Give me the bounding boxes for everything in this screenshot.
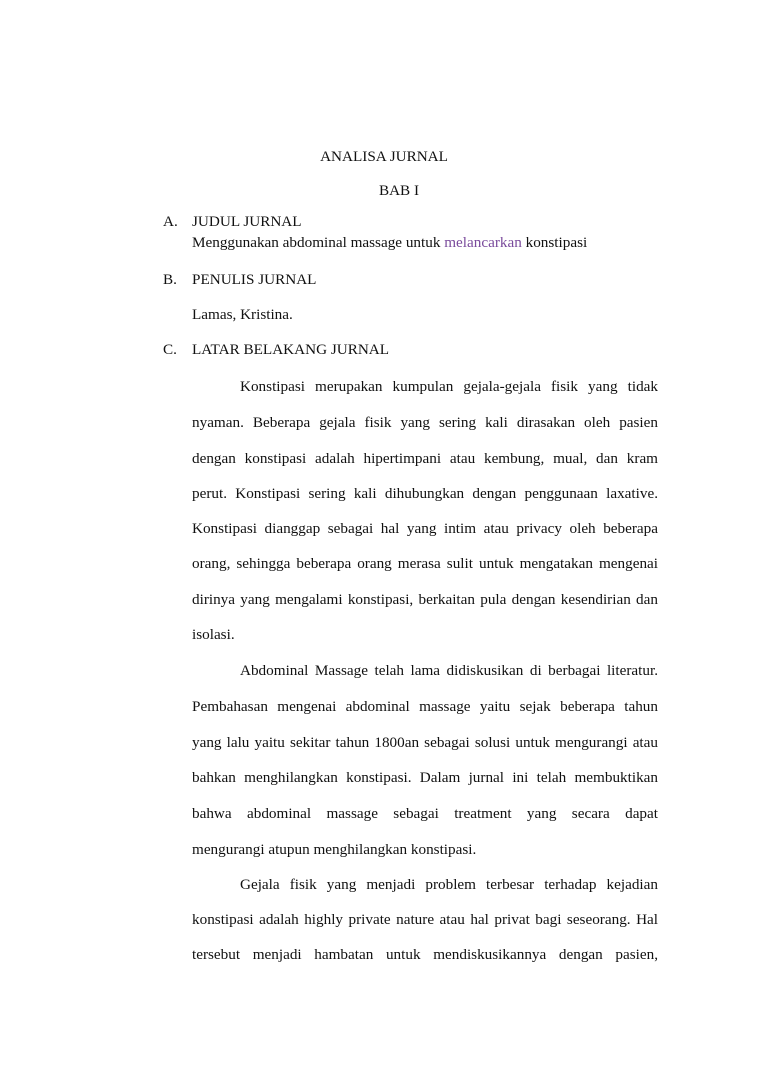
paragraph-2-line: yang lalu yaitu sekitar tahun 1800an sebagai solusi untuk mengurangi atau — [192, 734, 658, 751]
paragraph-1-line: nyaman. Beberapa gejala fisik yang sering kali dirasakan oleh pasien — [192, 414, 658, 431]
paragraph-1-line: perut. Konstipasi sering kali dihubungkan dengan penggunaan laxative. — [192, 485, 658, 502]
paragraph-1-line: dengan konstipasi adalah hipertimpani atau kembung, mual, dan kram — [192, 450, 658, 467]
paragraph-3-line: Gejala fisik yang menjadi problem terbesar terhadap kejadian — [240, 876, 658, 893]
document-title: ANALISA JURNAL — [320, 148, 448, 165]
paragraph-2-line: Pembahasan mengenai abdominal massage yaitu sejak beberapa tahun — [192, 698, 658, 715]
section-a-heading: JUDUL JURNAL — [192, 213, 302, 230]
journal-title-end: konstipasi — [521, 234, 588, 251]
chapter-heading: BAB I — [378, 182, 420, 199]
section-c-marker: C. — [163, 341, 177, 358]
paragraph-2-line: bahwa abdominal massage sebagai treatment yang secara dapat — [192, 805, 658, 822]
paragraph-1-line: Konstipasi merupakan kumpulan gejala-gejala fisik yang tidak — [240, 378, 658, 395]
paragraph-1-line: orang, sehingga beberapa orang merasa sulit untuk mengatakan mengenai — [192, 555, 658, 572]
paragraph-2-line: bahkan menghilangkan konstipasi. Dalam jurnal ini telah membuktikan — [192, 769, 658, 786]
paragraph-1-line: dirinya yang mengalami konstipasi, berkaitan pula dengan kesendirian dan — [192, 591, 658, 608]
author-name: Lamas, Kristina. — [192, 306, 293, 323]
section-b-marker: B. — [163, 271, 177, 288]
paragraph-3-line: konstipasi adalah highly private nature atau hal privat bagi seseorang. Hal — [192, 911, 658, 928]
paragraph-1-line: isolasi. — [192, 626, 235, 643]
section-a-marker: A. — [163, 213, 178, 230]
paragraph-2-line: Abdominal Massage telah lama didiskusikan di berbagai literatur. — [240, 662, 658, 679]
journal-title-start: Menggunakan abdominal massage untuk — [192, 234, 445, 251]
section-c-heading: LATAR BELAKANG JURNAL — [192, 341, 390, 358]
section-b-heading: PENULIS JURNAL — [192, 271, 317, 288]
journal-title — [192, 234, 587, 252]
paragraph-2-line: mengurangi atupun menghilangkan konstipasi. — [192, 841, 477, 858]
paragraph-3-line: tersebut menjadi hambatan untuk mendiskusikannya dengan pasien, — [192, 946, 658, 963]
melancarkan-link[interactable]: melancarkan — [444, 234, 522, 251]
paragraph-1-line: Konstipasi dianggap sebagai hal yang intim atau privacy oleh beberapa — [192, 520, 658, 537]
